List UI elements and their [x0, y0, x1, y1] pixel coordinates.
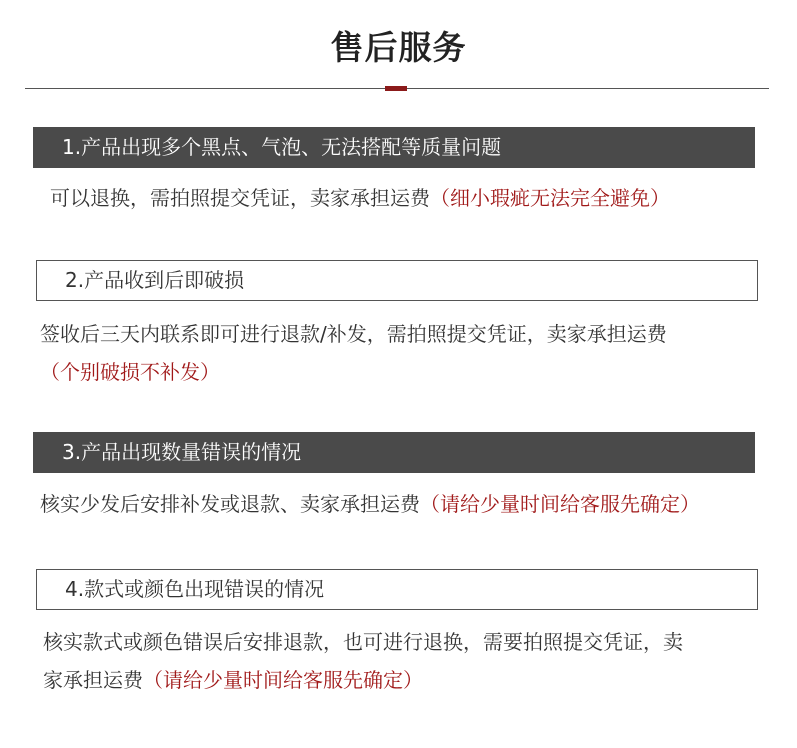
- section-4-body-line-1: [43, 625, 683, 659]
- section-1-text: 可以退换，需拍照提交凭证，卖家承担运费: [50, 186, 430, 210]
- section-2-heading: 2.产品收到后即破损: [36, 260, 758, 301]
- section-1-note: （细小瑕疵无法完全避免）: [430, 186, 670, 210]
- section-2-body-line-1: [40, 317, 667, 351]
- section-4-text-1: 核实款式或颜色错误后安排退款，也可进行退换，需要拍照提交凭证，卖: [43, 630, 683, 654]
- section-3-note: （请给少量时间给客服先确定）: [420, 492, 700, 516]
- section-3-text: 核实少发后安排补发或退款、卖家承担运费: [40, 492, 420, 516]
- page-title: 售后服务: [330, 28, 467, 67]
- section-4-text-2: 家承担运费: [43, 668, 143, 692]
- section-2-body-line-2: [40, 355, 220, 389]
- title-accent-bar: [385, 86, 407, 91]
- section-3-body: [40, 487, 700, 521]
- section-4-note: （请给少量时间给客服先确定）: [143, 668, 423, 692]
- section-2-note: （个别破损不补发）: [40, 360, 220, 384]
- section-2-text: 签收后三天内联系即可进行退款/补发，需拍照提交凭证，卖家承担运费: [40, 322, 667, 346]
- section-4-body-line-2: [43, 663, 423, 697]
- section-3-heading: 3.产品出现数量错误的情况: [33, 432, 755, 473]
- section-1-heading: 1.产品出现多个黑点、气泡、无法搭配等质量问题: [33, 127, 755, 168]
- section-1-body: [50, 181, 670, 215]
- section-4-heading: 4.款式或颜色出现错误的情况: [36, 569, 758, 610]
